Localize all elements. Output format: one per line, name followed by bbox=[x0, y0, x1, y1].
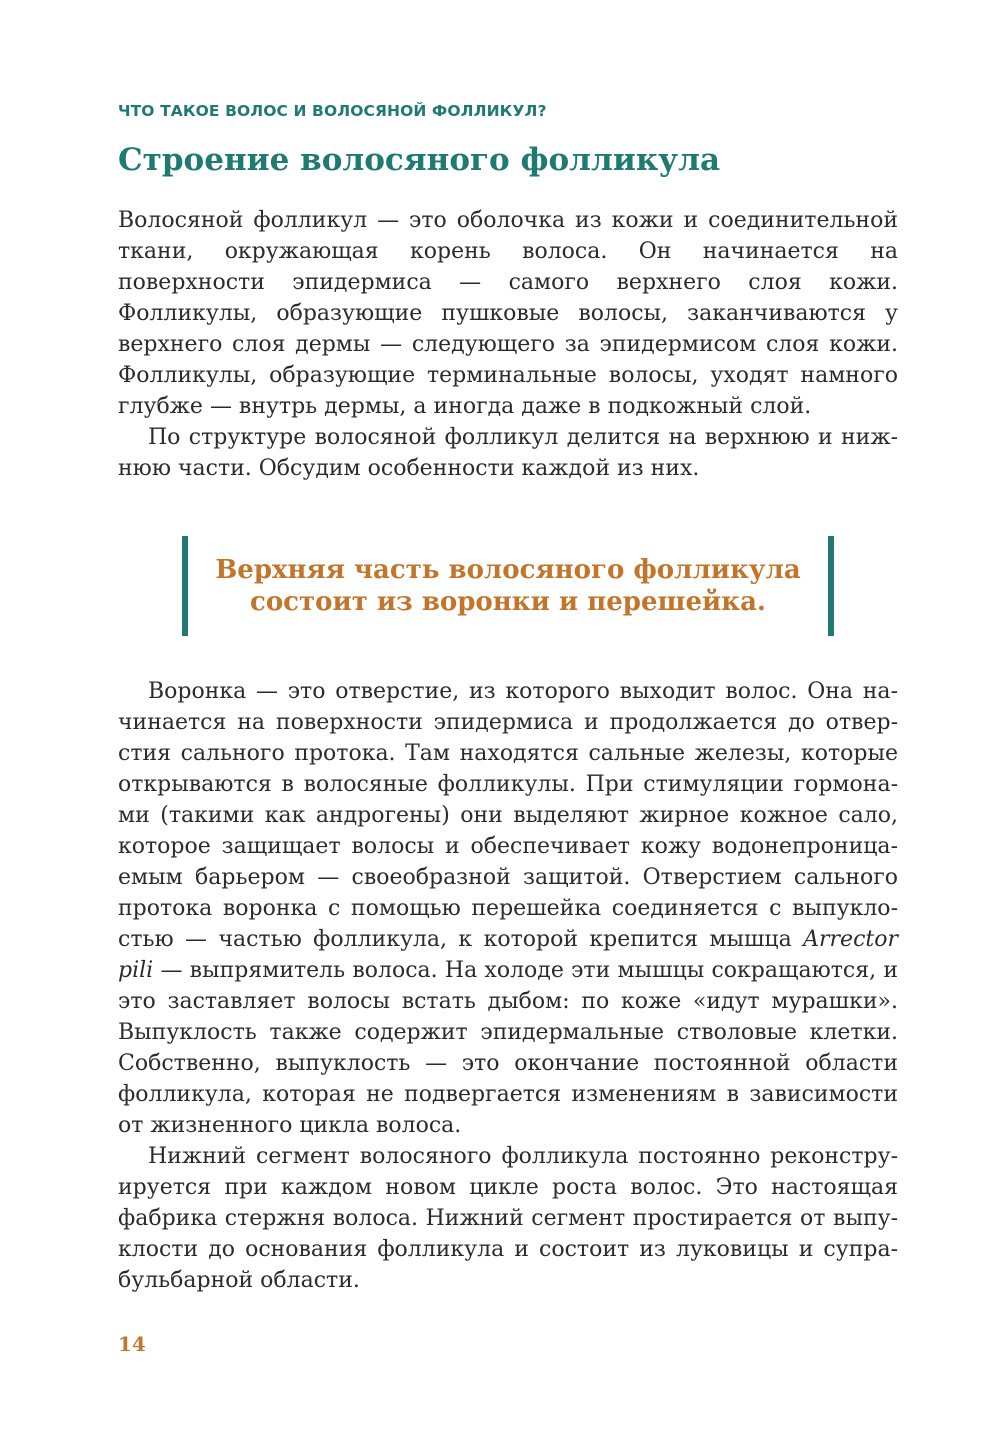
main-text-block bbox=[118, 676, 898, 1296]
paragraph-lower-segment: Нижний сегмент волосяного фолликула постоянно реконструируется при каждом новом цикле роста волос. Это настоящая фабрика стержня волоса. Нижний сегмент простирается от выпуклости до основания фолликула и состоит из луковицы и супрабульбарной области. bbox=[118, 1144, 898, 1293]
running-head: ЧТО ТАКОЕ ВОЛОС И ВОЛОСЯНОЙ ФОЛЛИКУЛ? bbox=[118, 102, 547, 120]
paragraph-structure-overview: По структуре волосяной фолликул делится на верхнюю и нижнюю части. Обсудим особенности каждой из них. bbox=[118, 425, 898, 481]
paragraph-funnel bbox=[118, 676, 898, 1141]
intro-text-block bbox=[118, 205, 898, 484]
pull-quote-line-2: состоит из воронки и перешейка. bbox=[250, 587, 766, 617]
funnel-text-end: — выпрямитель волоса. На холоде эти мышцы сокращаются, и это заставляет волосы встать дыбом: по коже «идут мурашки». Выпуклость также содержит эпидермальные стволовые клетки. Собственно, выпуклость — это окончание постоянной области фолликула, которая не подвергается изменениям в зависимости от жизненного цикла волоса. bbox=[118, 958, 898, 1138]
latin-term-arrector-pili: Arrector pili bbox=[118, 927, 898, 983]
funnel-text-start: Воронка — это отверстие, из которого выходит волос. Она начинается на поверхности эпидермиса и продолжается до отверстия сального протока. Там находятся сальные железы, которые открываются в волосяные фолликулы. При стимуляции гормонами (такими как андрогены) они выделяют жирное кожное сало, которое защищает волосы и обеспечивает кожу водонепроницаемым барьером — своеобразной защитой. Отверстием сального протока воронка с помощью перешейка соединяется с выпуклостью — частью фолликула, к которой крепится мышца bbox=[118, 679, 898, 952]
page-number: 14 bbox=[118, 1332, 146, 1356]
pull-quote bbox=[182, 536, 834, 636]
pull-quote-line-1: Верхняя часть волосяного фолликула bbox=[215, 555, 801, 585]
section-title: Строение волосяного фолликула bbox=[118, 142, 721, 178]
pull-quote-text bbox=[215, 554, 800, 618]
paragraph-follicle-definition: Волосяной фолликул — это оболочка из кожи и соединительной ткани, окружающая корень волоса. Он начинается на поверхности эпидермиса — самого верхнего слоя кожи. Фолликулы, образующие пушковые волосы, заканчиваются у верхнего слоя дермы — следующего за эпидермисом слоя кожи. Фолликулы, образующие терминальные волосы, уходят намного глубже — внутрь дермы, а иногда даже в подкожный слой. bbox=[118, 208, 898, 419]
